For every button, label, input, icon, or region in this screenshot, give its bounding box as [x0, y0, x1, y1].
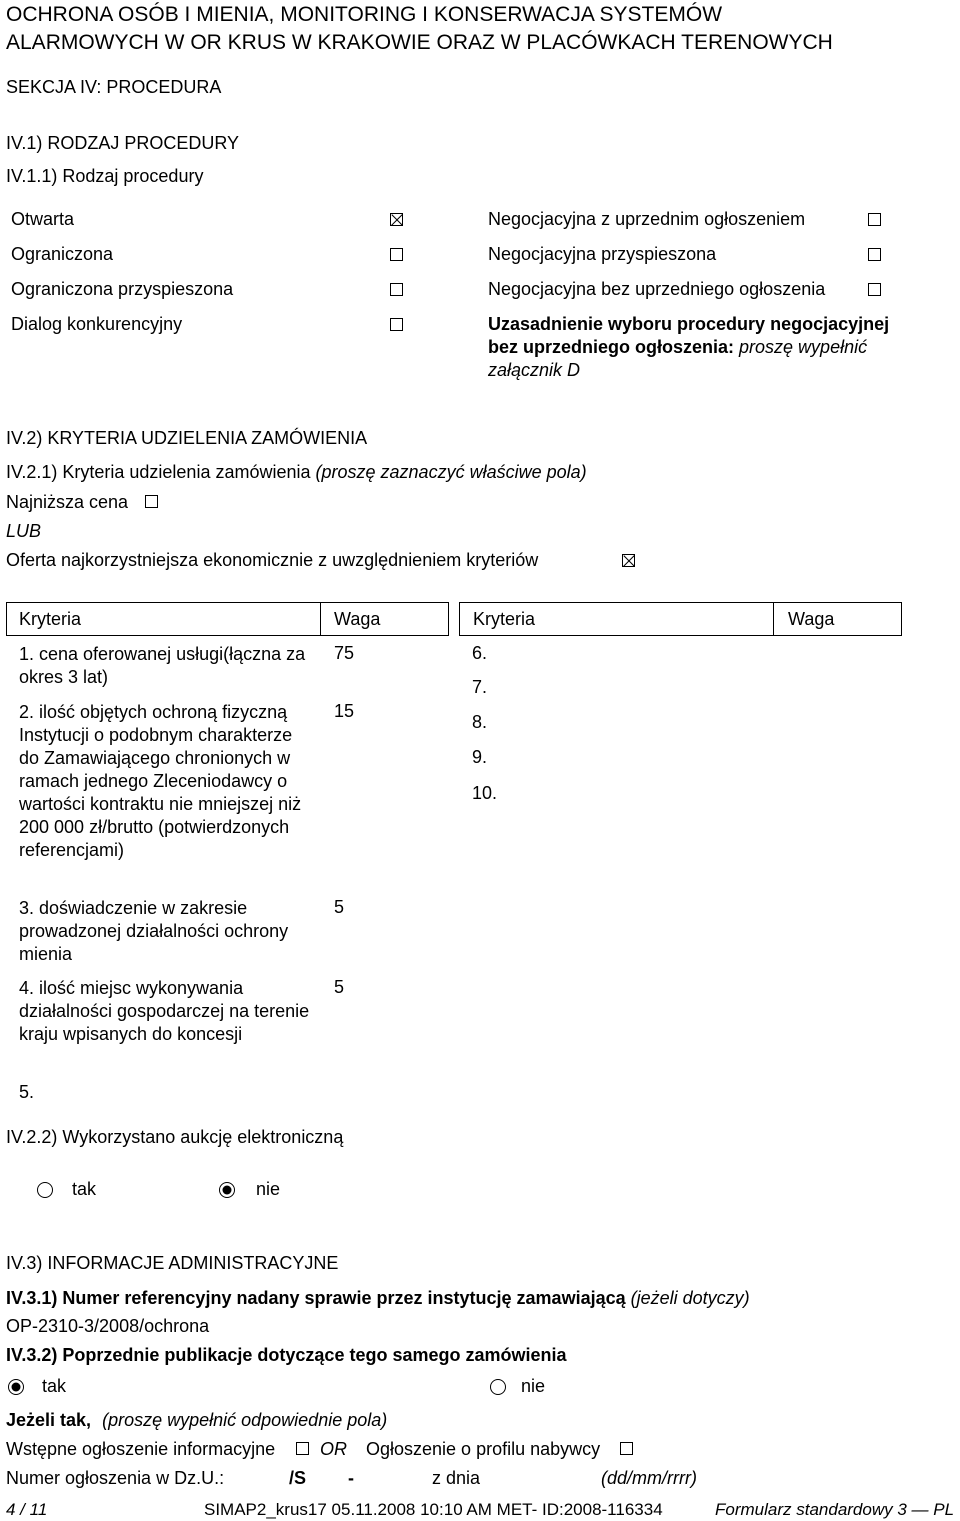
- checkbox-best-offer[interactable]: [622, 554, 635, 567]
- if-yes-hint: (proszę wypełnić odpowiednie pola): [102, 1410, 388, 1430]
- option-label-dialog-konkurencyjny: Dialog konkurencyjny: [11, 314, 183, 334]
- prev-pub-yes-radio[interactable]: [8, 1379, 24, 1395]
- justification-line-2: [488, 337, 867, 358]
- iv1-heading: IV.1) RODZAJ PROCEDURY: [6, 133, 240, 153]
- iv3-heading: IV.3) INFORMACJE ADMINISTRACYJNE: [6, 1253, 339, 1273]
- iv1-1-heading: IV.1.1) Rodzaj procedury: [6, 166, 204, 186]
- criterion-2: 2. ilość objętych ochroną fizyczną Instytucji o podobnym charakterze do Zamawiającego chronionych w ramach jednego Zleceniodawcy o wartości kontraktu nie mniejszej niż 200 000 zł/brutto (potwierdzonych referencjami): [19, 702, 302, 860]
- or-label: LUB: [6, 521, 42, 541]
- criterion-5: 5.: [19, 1082, 35, 1102]
- prev-pub-no-radio[interactable]: [490, 1379, 506, 1395]
- document-title-line-2: ALARMOWYCH W OR KRUS W KRAKOWIE ORAZ W PLACÓWKACH TERENOWYCH: [6, 31, 833, 54]
- criteria-table-left-header: [6, 602, 449, 636]
- criterion-1-weight: 75: [334, 643, 355, 663]
- criterion-4-weight: 5: [334, 977, 345, 997]
- or-label-iv3: OR: [320, 1439, 347, 1459]
- auction-yes-radio[interactable]: [37, 1182, 53, 1198]
- iv2-1-hint: (proszę zaznaczyć właściwe pola): [315, 462, 587, 482]
- checkbox-lowest-price[interactable]: [145, 495, 158, 508]
- criterion-8: 8.: [472, 712, 488, 732]
- option-label-negocjacyjna-przyspieszona: Negocjacyjna przyspieszona: [488, 244, 717, 264]
- from-date-label: z dnia: [432, 1468, 481, 1488]
- criterion-10: 10.: [472, 783, 498, 803]
- option-label-negocjacyjna-z-ogloszeniem: Negocjacyjna z uprzednim ogłoszeniem: [488, 209, 806, 229]
- notice-number-label: Numer ogłoszenia w Dz.U.:: [6, 1468, 225, 1488]
- iv2-1-label: IV.2.1) Kryteria udzielenia zamówienia: [6, 462, 311, 482]
- justification-bold: bez uprzedniego ogłoszenia:: [488, 337, 735, 357]
- criterion-3-weight: 5: [334, 897, 345, 917]
- checkbox-otwarta[interactable]: [390, 213, 403, 226]
- weight-header-right: Waga: [788, 609, 835, 629]
- criterion-4: 4. ilość miejsc wykonywania działalności gospodarczej na terenie kraju wpisanych do koncesji: [19, 978, 310, 1044]
- option-label-ograniczona: Ograniczona: [11, 244, 114, 264]
- iv3-1-label: IV.3.1) Numer referencyjny nadany sprawie przez instytucję zamawiającą: [6, 1288, 626, 1308]
- prev-pub-yes-label: tak: [42, 1376, 67, 1396]
- iv3-1-heading: [6, 1288, 750, 1309]
- auction-yes-label: tak: [72, 1179, 97, 1199]
- justification-line-1: Uzasadnienie wyboru procedury negocjacyjnej: [488, 314, 890, 334]
- if-yes-line: [6, 1410, 387, 1431]
- header-divider-left: [320, 602, 321, 636]
- criterion-3: 3. doświadczenie w zakresie prowadzonej działalności ochrony mienia: [19, 898, 289, 964]
- justification-line-3: załącznik D: [488, 360, 581, 380]
- document-id: SIMAP2_krus17 05.11.2008 10:10 AM MET- ID:2008-116334: [204, 1500, 663, 1519]
- header-divider-right: [773, 602, 774, 636]
- iv2-1-heading: [6, 462, 587, 483]
- if-yes-label: Jeżeli tak,: [6, 1410, 92, 1430]
- notice-number-dash: -: [348, 1468, 354, 1488]
- date-format-hint: (dd/mm/rrrr): [601, 1468, 697, 1488]
- option-label-ograniczona-przyspieszona: Ograniczona przyspieszona: [11, 279, 234, 299]
- criteria-header-left: Kryteria: [19, 609, 82, 629]
- option-label-otwarta: Otwarta: [11, 209, 75, 229]
- checkbox-negocjacyjna-przyspieszona[interactable]: [868, 248, 881, 261]
- prev-pub-no-label: nie: [521, 1376, 546, 1396]
- criteria-table-right-header: [459, 602, 902, 636]
- checkbox-dialog-konkurencyjny[interactable]: [390, 318, 403, 331]
- justification-hint: proszę wypełnić: [739, 337, 868, 357]
- document-title-line-1: OCHRONA OSÓB I MIENIA, MONITORING I KONSERWACJA SYSTEMÓW: [6, 3, 723, 26]
- lowest-price-label: Najniższa cena: [6, 492, 129, 512]
- best-offer-label: Oferta najkorzystniejsza ekonomicznie z uwzględnieniem kryteriów: [6, 550, 539, 570]
- section-title: SEKCJA IV: PROCEDURA: [6, 77, 222, 97]
- weight-header-left: Waga: [334, 609, 381, 629]
- form-name: Formularz standardowy 3 — PL: [715, 1500, 955, 1519]
- checkbox-buyer-profile[interactable]: [620, 1442, 633, 1455]
- buyer-profile-label: Ogłoszenie o profilu nabywcy: [366, 1439, 601, 1459]
- notice-number-slash-s: /S: [289, 1468, 307, 1488]
- iv2-heading: IV.2) KRYTERIA UDZIELENIA ZAMÓWIENIA: [6, 428, 368, 448]
- checkbox-negocjacyjna-z-ogloszeniem[interactable]: [868, 213, 881, 226]
- checkbox-ograniczona-przyspieszona[interactable]: [390, 283, 403, 296]
- checkbox-ograniczona[interactable]: [390, 248, 403, 261]
- criterion-2-weight: 15: [334, 701, 355, 721]
- checkbox-prior-info[interactable]: [296, 1442, 309, 1455]
- criterion-9: 9.: [472, 747, 488, 767]
- page-number: 4 / 11: [6, 1500, 48, 1519]
- iv2-2-heading: IV.2.2) Wykorzystano aukcję elektroniczną: [6, 1127, 344, 1147]
- prior-info-label: Wstępne ogłoszenie informacyjne: [6, 1439, 276, 1459]
- auction-no-label: nie: [256, 1179, 281, 1199]
- criterion-6: 6.: [472, 643, 488, 663]
- iv3-1-hint: (jeżeli dotyczy): [630, 1288, 750, 1308]
- criterion-7: 7.: [472, 677, 488, 697]
- iv3-2-heading: IV.3.2) Poprzednie publikacje dotyczące tego samego zamówienia: [6, 1345, 567, 1365]
- auction-no-radio[interactable]: [219, 1182, 235, 1198]
- option-label-negocjacyjna-bez-ogloszenia: Negocjacyjna bez uprzedniego ogłoszenia: [488, 279, 826, 299]
- criterion-1: 1. cena oferowanej usługi(łączna za okres 3 lat): [19, 644, 306, 687]
- criteria-header-right: Kryteria: [473, 609, 536, 629]
- checkbox-negocjacyjna-bez-ogloszenia[interactable]: [868, 283, 881, 296]
- reference-number: OP-2310-3/2008/ochrona: [6, 1316, 210, 1336]
